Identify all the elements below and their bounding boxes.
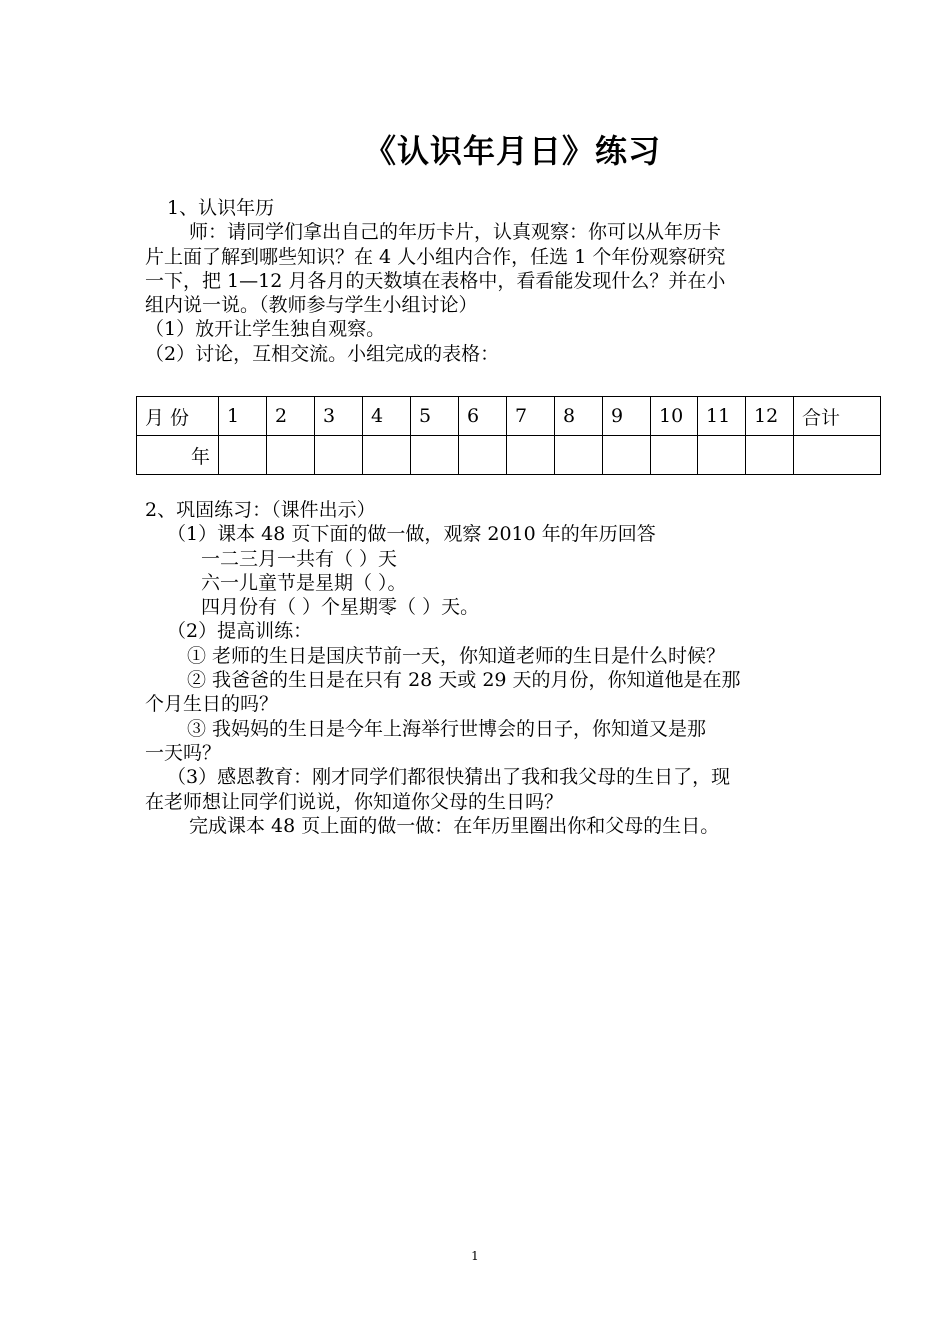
table-cell: 12: [746, 397, 794, 436]
table-cell: 8: [555, 397, 603, 436]
days-per-month-table: [136, 396, 881, 475]
paragraph-line: （2）讨论，互相交流。小组完成的表格：: [145, 342, 500, 365]
paragraph-line: ① 老师的生日是国庆节前一天，你知道老师的生日是什么时候？: [187, 644, 726, 667]
paragraph-line: 六一儿童节是星期（ ）。: [201, 571, 407, 594]
table-cell-empty: [459, 436, 507, 475]
paragraph-line: （2）提高训练：: [167, 620, 313, 643]
table-cell-empty: [267, 436, 315, 475]
paragraph-line: 四月份有（ ）个星期零（ ）天。: [201, 596, 480, 619]
table-cell: 9: [603, 397, 651, 436]
table-cell-empty: [603, 436, 651, 475]
paragraph-line: 一二三月一共有（ ）天: [201, 547, 398, 570]
section-1-heading: 1、认识年历: [167, 197, 275, 219]
paragraph-line: 个月生日的吗？: [145, 693, 279, 716]
paragraph-line: 师：请同学们拿出自己的年历卡片，认真观察：你可以从年历卡: [189, 221, 722, 244]
table-cell-empty: [651, 436, 698, 475]
paragraph-line: 在老师想让同学们说说，你知道你父母的生日吗？: [145, 790, 564, 813]
table-row-months: [137, 397, 881, 436]
table-cell: 3: [315, 397, 363, 436]
section-2-heading: 2、巩固练习：（课件出示）: [145, 499, 376, 521]
page-number: 1: [471, 1249, 479, 1263]
table-cell: 5: [411, 397, 459, 436]
paragraph-line: （1）课本 48 页下面的做一做，观察 2010 年的年历回答: [167, 523, 656, 546]
paragraph-line: 一天吗？: [145, 741, 222, 764]
paragraph-line: （3）感恩教育：刚才同学们都很快猜出了我和我父母的生日了，现: [167, 766, 731, 789]
paragraph-line: 组内说一说。（教师参与学生小组讨论）: [145, 294, 478, 317]
paragraph-line: ③ 我妈妈的生日是今年上海举行世博会的日子，你知道又是那: [187, 717, 707, 740]
table-cell: 月 份: [137, 397, 219, 436]
paragraph-line: 片上面了解到哪些知识？在 4 人小组内合作，任选 1 个年份观察研究: [145, 245, 726, 268]
table-cell: 10: [651, 397, 698, 436]
paragraph-line: 完成课本 48 页上面的做一做：在年历里圈出你和父母的生日。: [189, 814, 720, 837]
table-cell: 11: [698, 397, 746, 436]
table-cell: 4: [363, 397, 411, 436]
section-1: [145, 196, 815, 366]
section-2: [145, 498, 815, 838]
table-cell: 6: [459, 397, 507, 436]
table-cell-empty: [555, 436, 603, 475]
table-cell-empty: [363, 436, 411, 475]
paragraph-line: （1）放开让学生独自观察。: [145, 318, 386, 341]
paragraph-line: 一下，把 1—12 月各月的天数填在表格中，看看能发现什么？并在小: [145, 269, 726, 292]
table-cell-empty: [219, 436, 267, 475]
table-cell: 年: [137, 436, 219, 475]
table-cell: 2: [267, 397, 315, 436]
table-row-year: [137, 436, 881, 475]
table-cell-empty: [315, 436, 363, 475]
table-cell-empty: [746, 436, 794, 475]
table-cell-empty: [698, 436, 746, 475]
paragraph-line: ② 我爸爸的生日是在只有 28 天或 29 天的月份，你知道他是在那: [187, 669, 741, 692]
table-cell: 1: [219, 397, 267, 436]
table-cell: 7: [507, 397, 555, 436]
table-cell-empty: [411, 436, 459, 475]
page-title: 《认识年月日》练习: [363, 132, 661, 170]
table-cell: 合计: [794, 397, 881, 436]
table-cell-empty: [794, 436, 881, 475]
table-cell-empty: [507, 436, 555, 475]
